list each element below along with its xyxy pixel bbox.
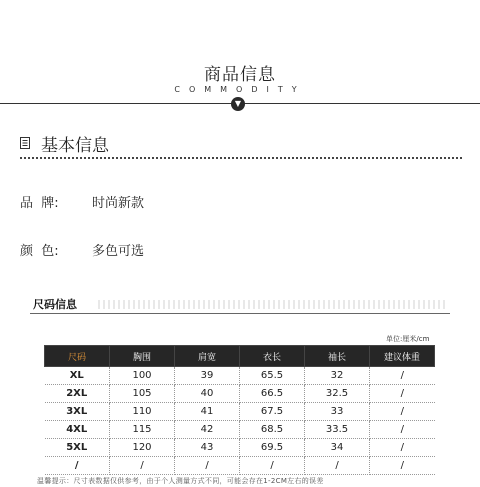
table-cell: / [370, 439, 435, 457]
table-row [45, 421, 435, 439]
table-cell: XL [45, 367, 110, 385]
table-cell: 43 [175, 439, 240, 457]
table-cell: 66.5 [240, 385, 305, 403]
column-header: 建议体重 [370, 346, 435, 367]
unit-label: 单位:厘米/cm [386, 335, 430, 343]
table-cell: 39 [175, 367, 240, 385]
table-cell: / [240, 457, 305, 475]
size-info-title: 尺码信息 [33, 298, 77, 311]
table-cell: 2XL [45, 385, 110, 403]
table-cell: 110 [110, 403, 175, 421]
basic-info-title: 基本信息 [41, 136, 109, 156]
table-cell: / [370, 403, 435, 421]
table-cell: 34 [305, 439, 370, 457]
table-cell: / [45, 457, 110, 475]
table-cell: / [110, 457, 175, 475]
dotted-divider [20, 157, 462, 159]
brand-value: 时尚新款 [92, 196, 145, 211]
color-value: 多色可选 [92, 244, 145, 259]
size-note: 温馨提示：尺寸表数据仅供参考，由于个人测量方式不同，可能会存在1-2CM左右的误差 [37, 477, 324, 485]
table-cell: / [305, 457, 370, 475]
table-cell: 105 [110, 385, 175, 403]
table-row [45, 439, 435, 457]
table-row [45, 385, 435, 403]
document-icon [20, 137, 30, 149]
table-cell: 32.5 [305, 385, 370, 403]
table-cell: / [370, 421, 435, 439]
table-cell: 41 [175, 403, 240, 421]
table-cell: 42 [175, 421, 240, 439]
size-info-divider [30, 313, 450, 314]
table-cell: 65.5 [240, 367, 305, 385]
table-cell: 5XL [45, 439, 110, 457]
table-cell: 69.5 [240, 439, 305, 457]
table-cell: 33.5 [305, 421, 370, 439]
table-cell: 100 [110, 367, 175, 385]
table-row [45, 457, 435, 475]
table-cell: / [175, 457, 240, 475]
color-label: 颜 色: [20, 244, 59, 259]
table-cell: / [370, 457, 435, 475]
table-cell: 67.5 [240, 403, 305, 421]
table-row [45, 403, 435, 421]
table-cell: 40 [175, 385, 240, 403]
table-cell: 3XL [45, 403, 110, 421]
brand-label: 品 牌: [20, 196, 59, 211]
table-header-row [45, 346, 435, 367]
table-cell: 120 [110, 439, 175, 457]
column-header: 衣长 [240, 346, 305, 367]
table-cell: 32 [305, 367, 370, 385]
page-title: 商品信息 [204, 65, 276, 85]
table-cell: 33 [305, 403, 370, 421]
column-header: 胸围 [110, 346, 175, 367]
size-table [44, 345, 435, 475]
table-cell: 4XL [45, 421, 110, 439]
decorative-texture [98, 300, 448, 309]
table-cell: / [370, 385, 435, 403]
column-header: 袖长 [305, 346, 370, 367]
table-cell: / [370, 367, 435, 385]
table-row [45, 367, 435, 385]
chevron-down-icon: ▼ [231, 97, 245, 111]
table-cell: 68.5 [240, 421, 305, 439]
column-header: 肩宽 [175, 346, 240, 367]
page-subtitle: COMMODITY [174, 85, 306, 94]
table-cell: 115 [110, 421, 175, 439]
column-header: 尺码 [45, 346, 110, 367]
